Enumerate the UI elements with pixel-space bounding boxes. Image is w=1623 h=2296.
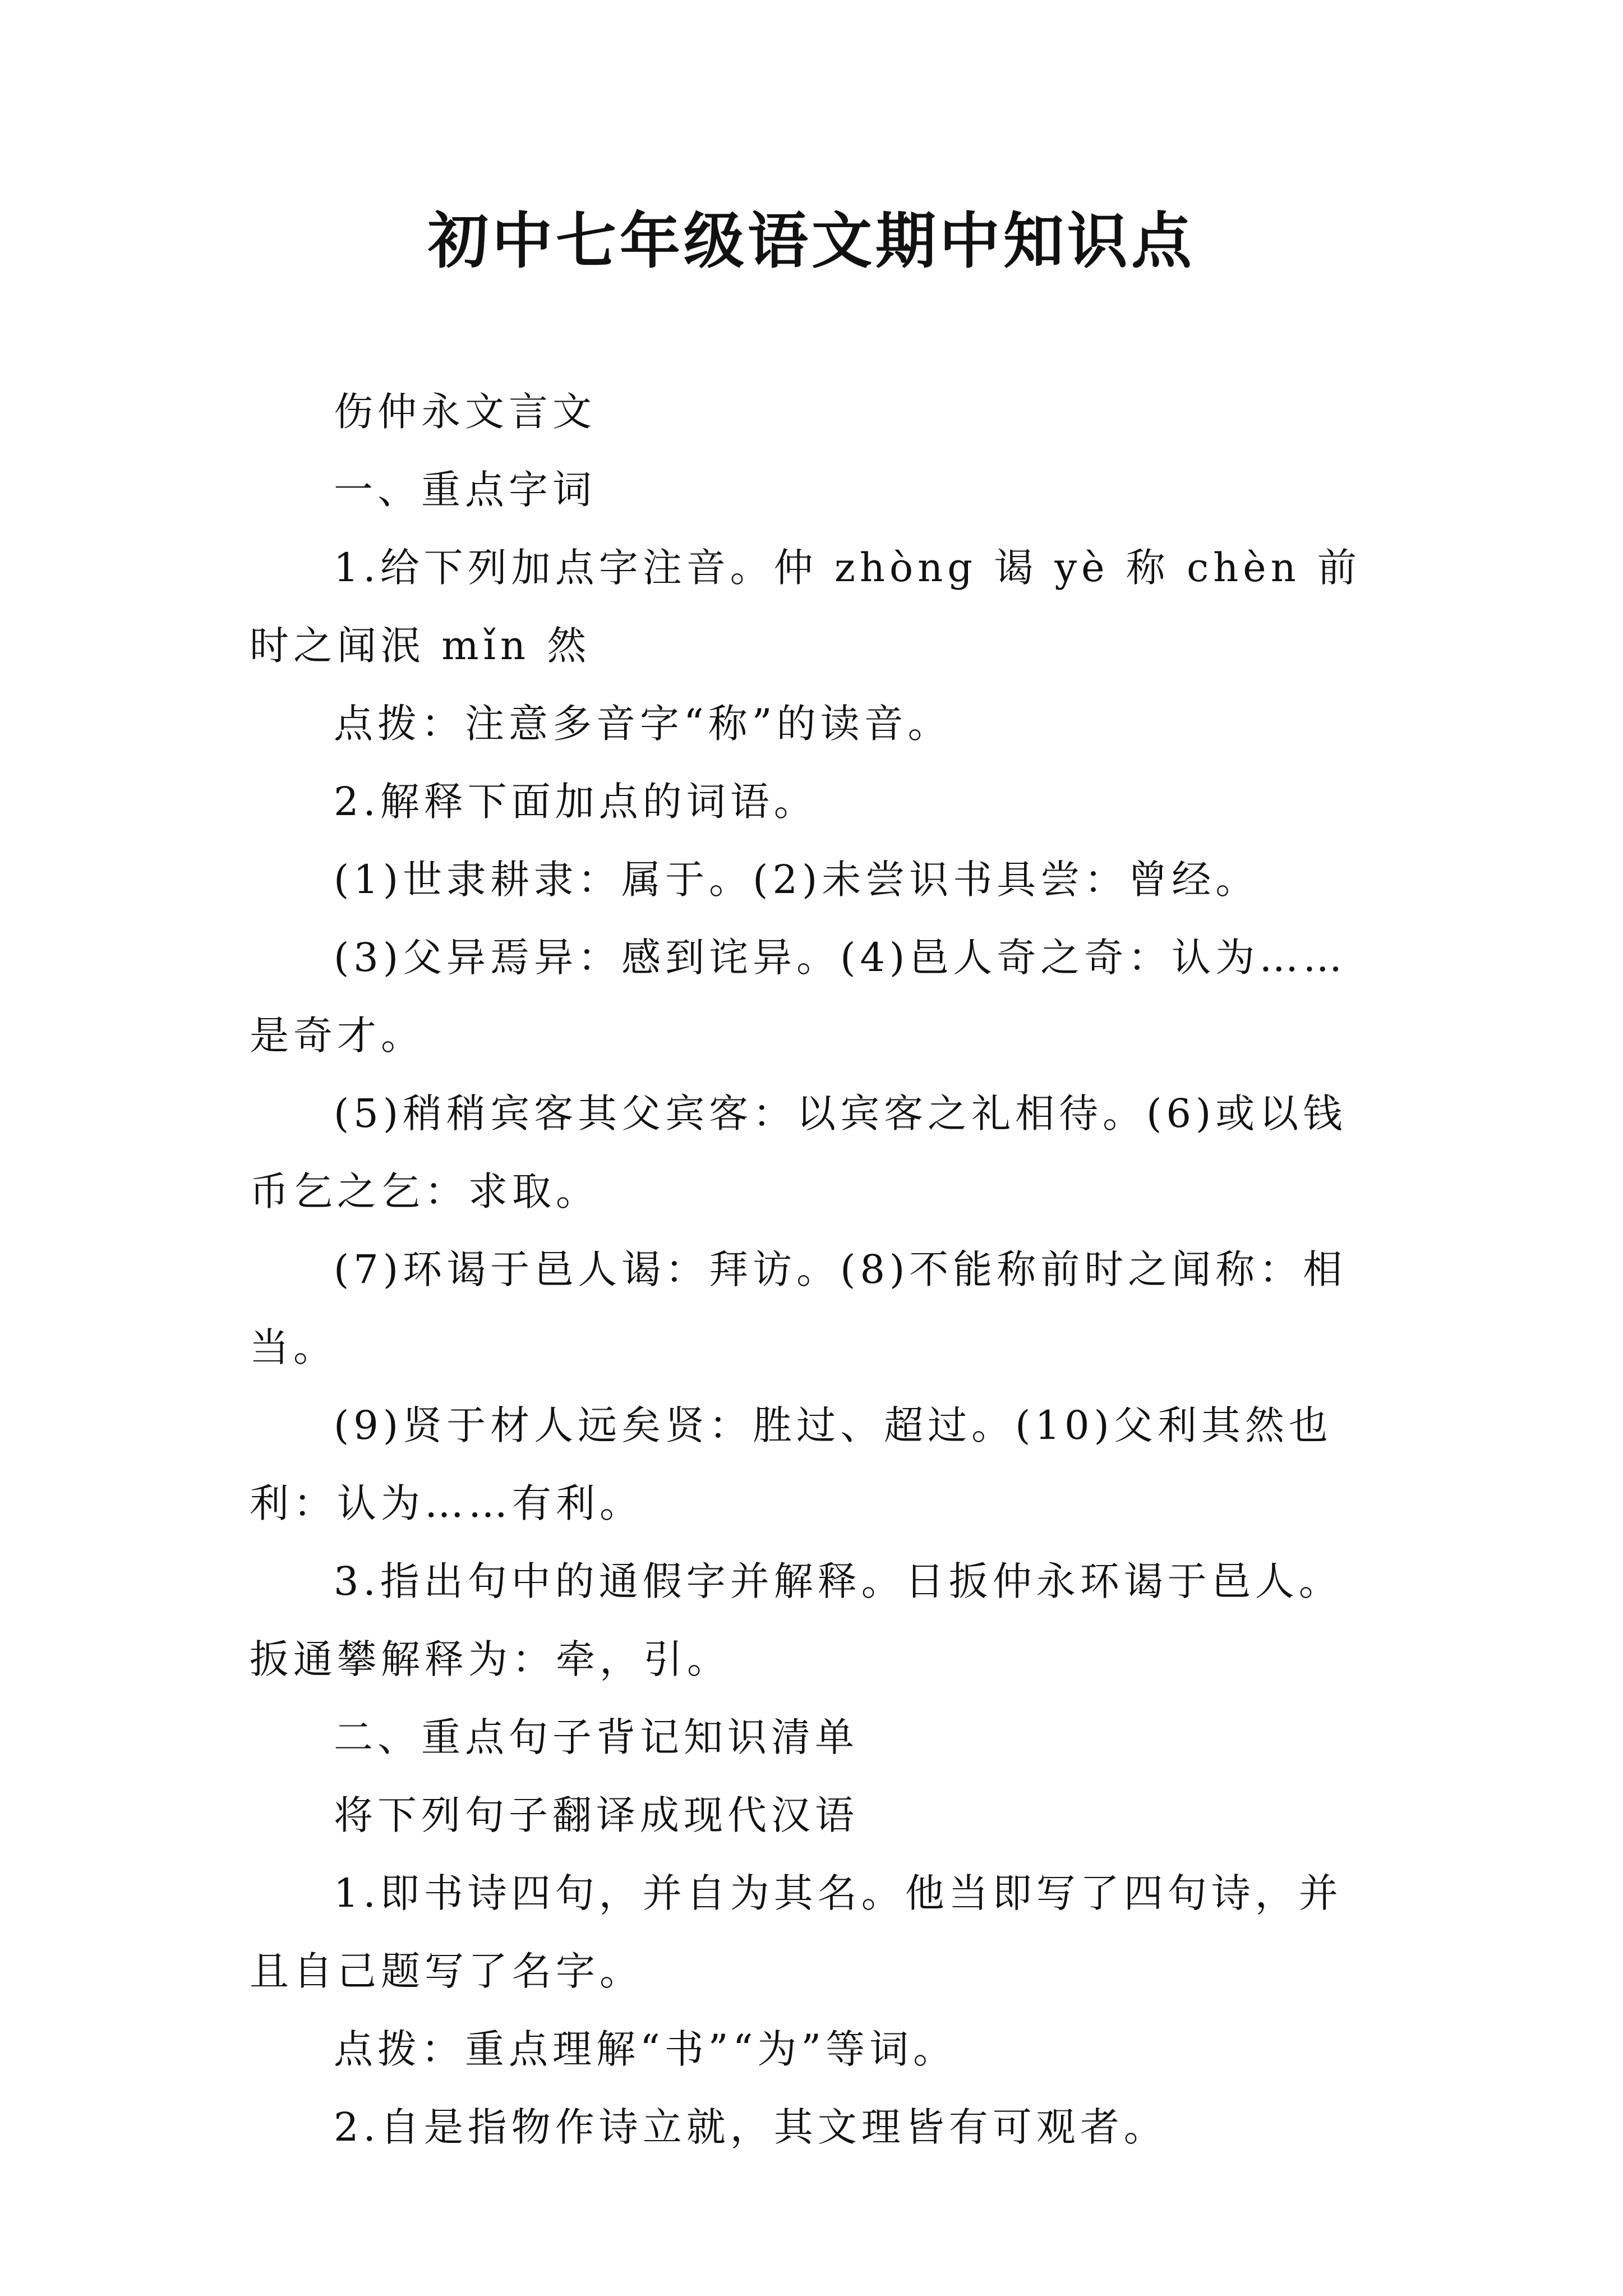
paragraph: (7)环谒于邑人谒：拜访。(8)不能称前时之闻称：相当。 [250, 1246, 1347, 1370]
section-heading-text-title: 伤仲永文言文 [334, 389, 596, 435]
paragraph: (1)世隶耕隶：属于。(2)未尝识书具尝：曾经。 [334, 857, 1260, 903]
paragraph: (5)稍稍宾客其父宾客：以宾客之礼相待。(6)或以钱币乞之乞：求取。 [250, 1091, 1347, 1214]
paragraph: (9)贤于材人远矣贤：胜过、超过。(10)父利其然也利：认为……有利。 [250, 1402, 1332, 1526]
tip-paragraph: 点拨：注意多音字“称”的读音。 [334, 701, 952, 747]
paragraph: 将下列句子翻译成现代汉语 [334, 1792, 859, 1838]
paragraph: 1.给下列加点字注音。仲 zhòng 谒 yè 称 chèn 前时之闻泯 mǐn 然 [250, 545, 1362, 669]
paragraph: (3)父异焉异：感到诧异。(4)邑人奇之奇：认为……是奇才。 [250, 935, 1347, 1059]
paragraph: 2.解释下面加点的词语。 [334, 779, 818, 825]
paragraph: 3.指出句中的通假字并解释。日扳仲永环谒于邑人。扳通攀解释为：牵，引。 [250, 1558, 1343, 1682]
section-heading-key-sentences: 二、重点句子背记知识清单 [334, 1714, 859, 1760]
paragraph: 2.自是指物作诗立就，其文理皆有可观者。 [334, 2104, 1168, 2150]
section-heading-key-words: 一、重点字词 [334, 467, 596, 513]
tip-paragraph: 点拨：重点理解“书”“为”等词。 [334, 2026, 957, 2072]
paragraph: 1.即书诗四句，并自为其名。他当即写了四句诗，并且自己题写了名字。 [250, 1870, 1343, 1994]
document-title: 初中七年级语文期中知识点 [427, 206, 1195, 277]
document-body [250, 373, 1377, 2166]
